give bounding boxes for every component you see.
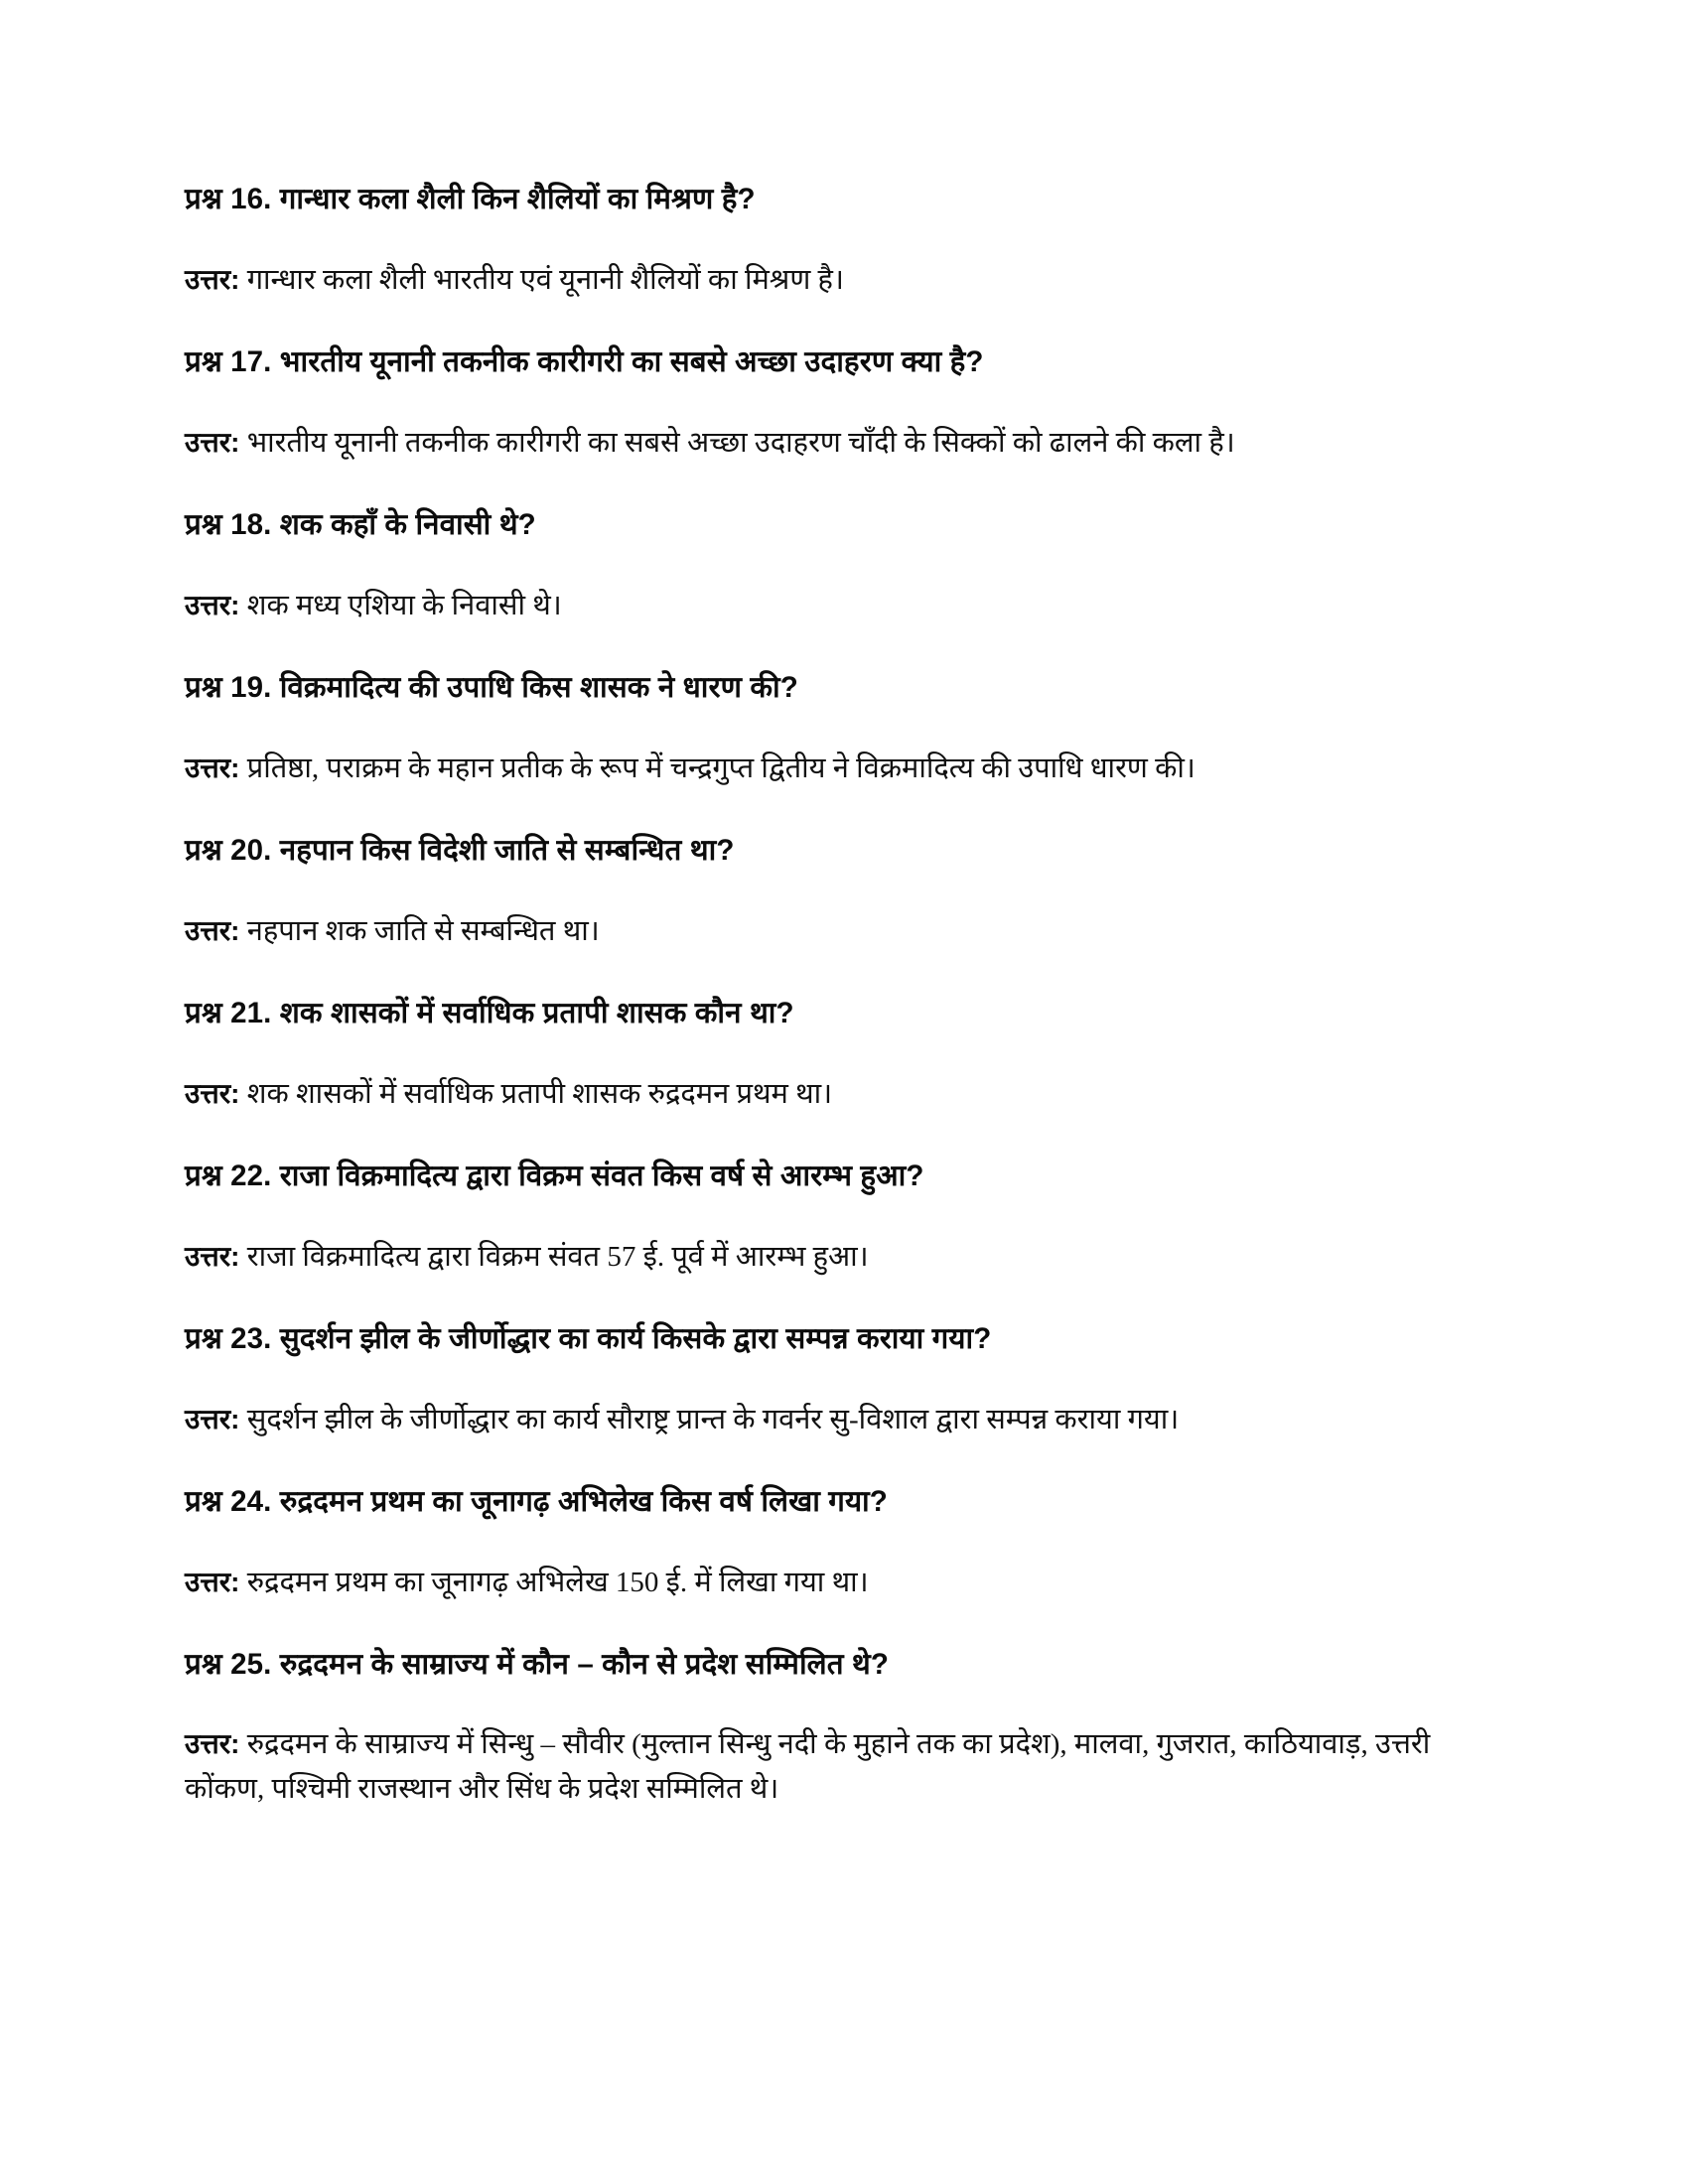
- answer-text: रुद्रदमन के साम्राज्य में सिन्धु – सौवीर (मुल्तान सिन्धु नदी के मुहाने तक का प्रदेश), मालवा, गुजरात, काठियावाड़, उत्तरी कोंकण, पश्चिमी राजस्थान और सिंध के प्रदेश सम्मिलित थे।: [185, 1728, 1431, 1805]
- question-heading: प्रश्न 16. गान्धार कला शैली किन शैलियों का मिश्रण है?: [185, 183, 756, 215]
- answer-paragraph: [185, 258, 1495, 302]
- answer-text: शक मध्य एशिया के निवासी थे।: [246, 589, 562, 621]
- question-heading: प्रश्न 17. भारतीय यूनानी तकनीक कारीगरी का सबसे अच्छा उदाहरण क्या है?: [185, 344, 984, 378]
- qa-block: [185, 1481, 1495, 1604]
- answer-label: उत्तर:: [185, 1077, 240, 1109]
- answer-text: नहपान शक जाति से सम्बन्धित था।: [246, 914, 600, 947]
- qa-block: [185, 179, 1495, 302]
- qa-block: [185, 1644, 1495, 1811]
- answer-text: भारतीय यूनानी तकनीक कारीगरी का सबसे अच्छा उदाहरण चाँदी के सिक्कों को ढालने की कला है।: [246, 426, 1235, 459]
- answer-label: उत्तर:: [185, 914, 240, 946]
- qa-block: [185, 993, 1495, 1116]
- qa-block: [185, 504, 1495, 627]
- answer-paragraph: [185, 1398, 1495, 1441]
- answer-label: उत्तर:: [185, 1566, 240, 1597]
- answer-paragraph: [185, 747, 1495, 790]
- document-body: [185, 179, 1495, 1811]
- question-heading: प्रश्न 25. रुद्रदमन के साम्राज्य में कौन – कौन से प्रदेश सम्मिलित थे?: [185, 1647, 889, 1681]
- answer-paragraph: [185, 909, 1495, 953]
- question-heading: प्रश्न 20. नहपान किस विदेशी जाति से सम्बन्धित था?: [185, 833, 735, 867]
- answer-paragraph: [185, 1235, 1495, 1279]
- question-heading: प्रश्न 22. राजा विक्रमादित्य द्वारा विक्रम संवत किस वर्ष से आरम्भ हुआ?: [185, 1159, 924, 1192]
- answer-paragraph: [185, 584, 1495, 627]
- question-heading: प्रश्न 18. शक कहाँ के निवासी थे?: [185, 507, 536, 541]
- qa-block: [185, 341, 1495, 465]
- question-heading: प्रश्न 19. विक्रमादित्य की उपाधि किस शासक ने धारण की?: [185, 670, 798, 704]
- answer-paragraph: [185, 1561, 1495, 1604]
- answer-text: सुदर्शन झील के जीर्णोद्धार का कार्य सौराष्ट्र प्रान्त के गवर्नर सु-विशाल द्वारा सम्पन्न कराया गया।: [246, 1403, 1180, 1435]
- answer-label: उत्तर:: [185, 426, 240, 458]
- question-heading: प्रश्न 24. रुद्रदमन प्रथम का जूनागढ़ अभिलेख किस वर्ष लिखा गया?: [185, 1484, 888, 1518]
- answer-text: रुद्रदमन प्रथम का जूनागढ़ अभिलेख 150 ई. में लिखा गया था।: [246, 1566, 869, 1598]
- answer-label: उत्तर:: [185, 1240, 240, 1272]
- answer-text: प्रतिष्ठा, पराक्रम के महान प्रतीक के रूप में चन्द्रगुप्त द्वितीय ने विक्रमादित्य की उपाधि धारण की।: [246, 751, 1196, 784]
- answer-label: उत्तर:: [185, 589, 240, 620]
- answer-paragraph: [185, 1072, 1495, 1116]
- answer-label: उत्तर:: [185, 1403, 240, 1434]
- answer-text: राजा विक्रमादित्य द्वारा विक्रम संवत 57 ई. पूर्व में आरम्भ हुआ।: [246, 1240, 869, 1273]
- qa-block: [185, 1156, 1495, 1279]
- qa-block: [185, 830, 1495, 953]
- answer-label: उत्तर:: [185, 263, 240, 295]
- answer-text: गान्धार कला शैली भारतीय एवं यूनानी शैलियों का मिश्रण है।: [246, 263, 844, 296]
- answer-label: उत्तर:: [185, 751, 240, 783]
- qa-block: [185, 1318, 1495, 1441]
- answer-paragraph: [185, 1722, 1495, 1810]
- answer-label: उत्तर:: [185, 1728, 240, 1760]
- answer-paragraph: [185, 421, 1495, 465]
- question-heading: प्रश्न 23. सुदर्शन झील के जीर्णोद्धार का कार्य किसके द्वारा सम्पन्न कराया गया?: [185, 1321, 992, 1355]
- answer-text: शक शासकों में सर्वाधिक प्रतापी शासक रुद्रदमन प्रथम था।: [246, 1077, 833, 1110]
- qa-block: [185, 667, 1495, 790]
- question-heading: प्रश्न 21. शक शासकों में सर्वाधिक प्रतापी शासक कौन था?: [185, 996, 794, 1029]
